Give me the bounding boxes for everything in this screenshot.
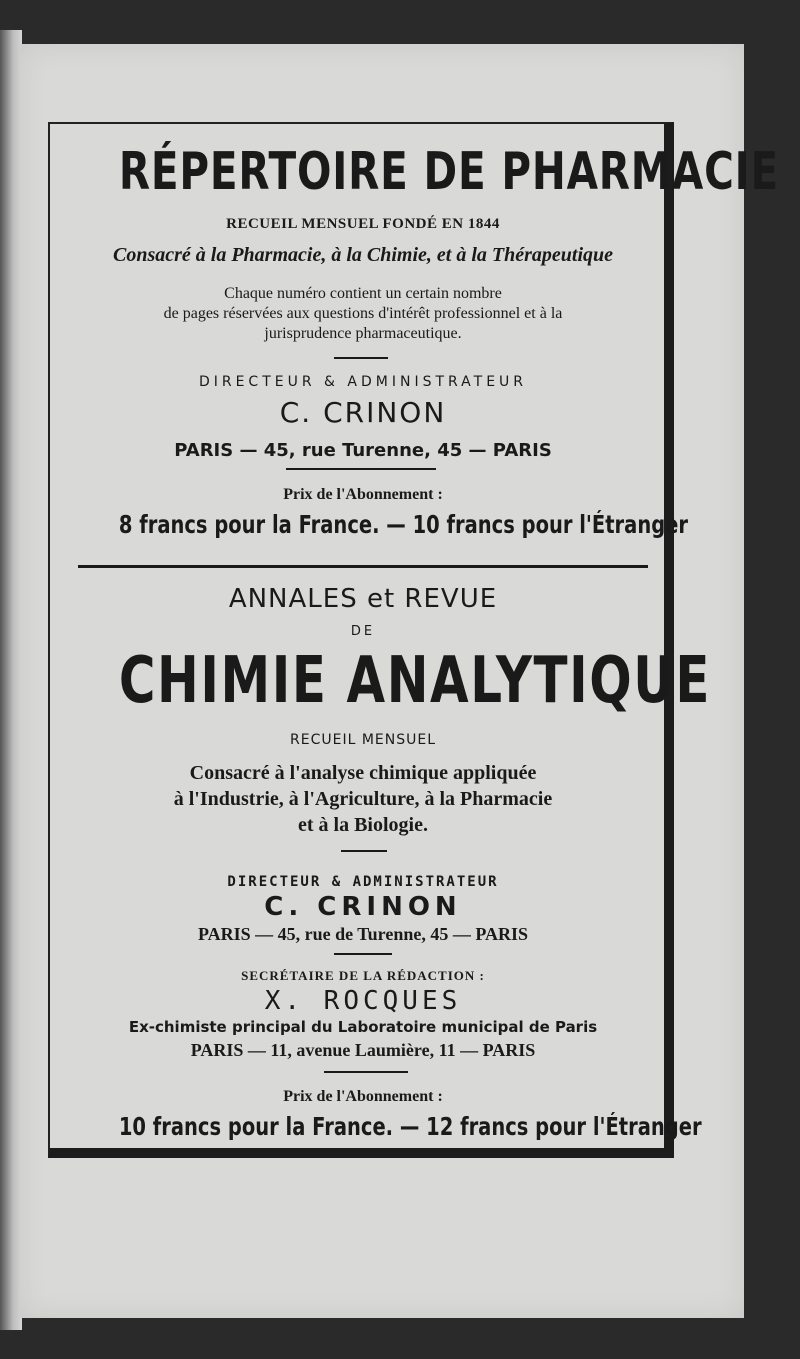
secretary-title: Ex-chimiste principal du Laboratoire municipal de Paris	[128, 1018, 598, 1036]
price-label: Prix de l'Abonnement :	[283, 486, 443, 503]
price-label: Prix de l'Abonnement :	[283, 1088, 443, 1105]
annales-heading: ANNALES et REVUE	[228, 584, 498, 614]
repertoire-subtitle: RECUEIL MENSUEL FONDÉ EN 1844	[226, 216, 500, 232]
repertoire-title: RÉPERTOIRE DE PHARMACIE	[118, 142, 779, 202]
director-name: C. CRINON	[264, 892, 462, 922]
repertoire-description-line: Chaque numéro contient un certain nombre	[224, 285, 502, 302]
price-values: 8 francs pour la France. — 10 francs pour l'Étranger	[118, 510, 689, 539]
chimie-description-line: Consacré à l'analyse chimique appliquée	[189, 762, 537, 784]
secretary-name: X. ROCQUES	[264, 986, 462, 1016]
repertoire-description	[50, 284, 676, 344]
address: PARIS — 45, rue Turenne, 45 — PARIS	[174, 440, 552, 461]
address: PARIS — 45, rue de Turenne, 45 — PARIS	[197, 924, 529, 944]
chimie-description-line: à l'Industrie, à l'Agriculture, à la Pharmacie	[173, 788, 553, 810]
divider	[341, 850, 387, 852]
director-label: DIRECTEUR & ADMINISTRATEUR	[227, 874, 499, 890]
price-values: 10 francs pour la France. — 12 francs pour l'Étranger	[118, 1112, 702, 1141]
annales-de: DE	[350, 624, 376, 639]
divider	[334, 953, 392, 955]
secretary-label: SECRÉTAIRE DE LA RÉDACTION :	[241, 968, 485, 983]
divider	[334, 357, 388, 359]
chimie-description-line: et à la Biologie.	[298, 814, 428, 836]
chimie-analytique-title: CHIMIE ANALYTIQUE	[118, 644, 712, 718]
section-divider	[78, 565, 648, 568]
divider	[324, 1071, 408, 1073]
chimie-subtitle: RECUEIL MENSUEL	[290, 732, 436, 748]
book-page-edge	[0, 30, 22, 1330]
chimie-description	[50, 760, 676, 838]
director-label: DIRECTEUR & ADMINISTRATEUR	[198, 374, 528, 390]
repertoire-consacre: Consacré à la Pharmacie, à la Chimie, et à la Thérapeutique	[113, 244, 613, 266]
repertoire-description-line: de pages réservées aux questions d'intérêt professionnel et à la	[163, 305, 563, 322]
secretary-address: PARIS — 11, avenue Laumière, 11 — PARIS	[190, 1040, 536, 1060]
divider	[286, 468, 436, 470]
repertoire-description-line: jurisprudence pharmaceutique.	[264, 325, 462, 342]
director-name: C. CRINON	[279, 396, 447, 429]
